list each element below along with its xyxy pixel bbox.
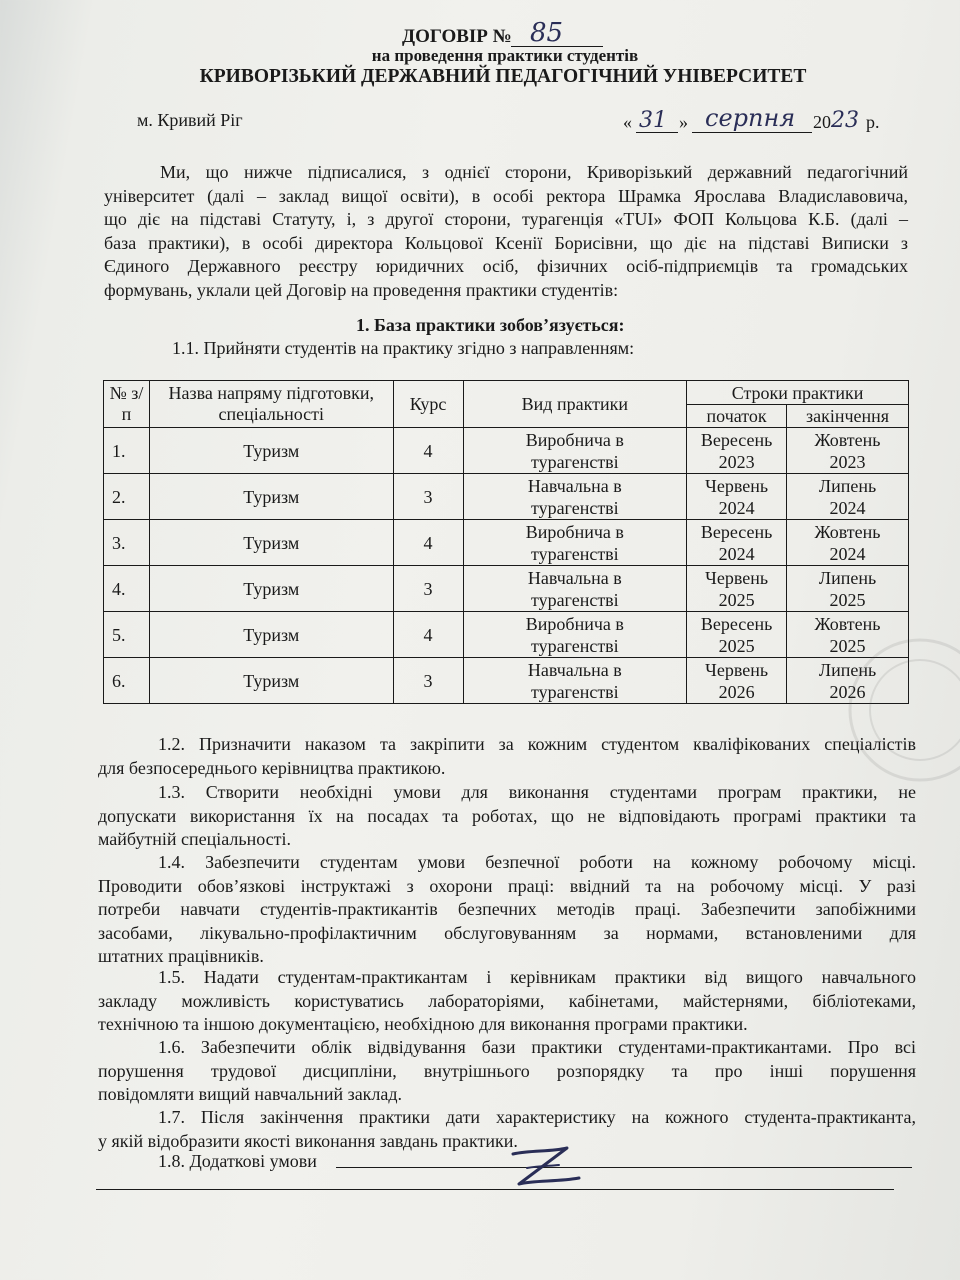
item-line: 1.6. Забезпечити облік відвідування бази практики студентами-практикантами. Про всі (158, 1037, 916, 1057)
row-course: 4 (393, 520, 463, 566)
row-end-a: Липень (818, 567, 877, 588)
date-year-unit: р. (866, 112, 880, 132)
row-num: 6. (104, 658, 150, 704)
item-line: для безпосереднього керівництва практикою. (98, 757, 446, 778)
header-course: Курс (393, 381, 463, 428)
row-start-b: 2023 (718, 451, 755, 472)
section-1-heading: 1. База практики зобов’язується: (356, 315, 625, 335)
contract-title (402, 26, 512, 48)
month-underline (692, 132, 812, 133)
row-course: 4 (393, 428, 463, 474)
item-1-1: 1.1. Прийняти студентів на практику згідно з направленням: (172, 338, 635, 358)
row-end-b: 2026 (829, 681, 866, 702)
item-1-2 (98, 733, 916, 780)
item-line: потреби навчати студентів-практикантів безпечних методів праці. Забезпечити запобіжними (98, 899, 916, 919)
row-kind-a: Навчальна в (527, 567, 622, 588)
row-start (687, 658, 787, 704)
row-end-b: 2025 (829, 635, 866, 656)
row-kind-a: Виробнича в (525, 429, 624, 450)
row-kind (463, 520, 687, 566)
city: м. Кривий Ріг (137, 110, 243, 130)
item-line: Проводити обов’язкові інструктажі з охорони праці: ввідний та на робочому місці. У разі (98, 875, 916, 896)
table-row (104, 658, 909, 704)
table-row (104, 566, 909, 612)
row-num: 3. (104, 520, 150, 566)
additional-terms-line-1 (336, 1167, 912, 1168)
row-course: 3 (393, 566, 463, 612)
row-course: 3 (393, 658, 463, 704)
row-start-b: 2024 (718, 497, 755, 518)
row-kind-a: Виробнича в (525, 521, 624, 542)
item-line: 1.2. Призначити наказом та закріпити за кожним студентом кваліфікованих спеціалістів (158, 734, 916, 754)
item-1-6 (98, 1036, 916, 1107)
date-quote-close: » (679, 112, 688, 132)
row-start-b: 2025 (718, 589, 755, 610)
row-num: 4. (104, 566, 150, 612)
row-start-a: Вересень (700, 521, 773, 542)
row-specialty: Туризм (149, 612, 393, 658)
row-kind (463, 474, 687, 520)
header-start: початок (687, 405, 787, 428)
row-start-a: Вересень (700, 613, 773, 634)
row-end-a: Липень (818, 475, 877, 496)
row-kind-b: турагенстві (530, 451, 619, 472)
item-1-8: 1.8. Додаткові умови (158, 1151, 317, 1171)
row-kind-a: Навчальна в (527, 659, 622, 680)
item-line: 1.3. Створити необхідні умови для виконання студентами програм практики, не (158, 782, 916, 802)
row-end (787, 520, 909, 566)
item-line: засобами, лікувально-профілактичним обслуговуванням за нормами, встановленими для (98, 922, 916, 943)
item-line: штатних працівників. (98, 946, 264, 966)
row-kind-a: Виробнича в (525, 613, 624, 634)
item-1-4 (98, 851, 916, 969)
row-specialty: Туризм (149, 658, 393, 704)
row-kind (463, 566, 687, 612)
row-end-b: 2025 (829, 589, 866, 610)
contract-subtitle: на проведення практики студентів (371, 46, 639, 65)
row-specialty: Туризм (149, 474, 393, 520)
row-course: 3 (393, 474, 463, 520)
row-kind-b: турагенстві (530, 497, 619, 518)
date-day: 31 (639, 108, 667, 133)
item-line: порушення трудової дисципліни, внутрішнього розпорядку та про інші порушення (98, 1060, 916, 1081)
intro-line: формувань, уклали цей Договір на проведення практики студентів: (104, 279, 619, 300)
header-terms: Строки практики (687, 381, 909, 405)
item-line: 1.7. Після закінчення практики дати характеристику на кожного студента-практиканта, (158, 1107, 916, 1127)
row-end (787, 428, 909, 474)
contract-number: 85 (530, 18, 564, 48)
row-start (687, 520, 787, 566)
row-end-a: Жовтень (814, 521, 881, 542)
contract-title-prefix: ДОГОВІР № (402, 26, 512, 47)
row-kind (463, 658, 687, 704)
row-specialty: Туризм (149, 520, 393, 566)
row-end-b: 2023 (829, 451, 866, 472)
row-kind-b: турагенстві (530, 589, 619, 610)
row-kind-a: Навчальна в (527, 475, 622, 496)
item-line: 1.4. Забезпечити студентам умови безпечної роботи на кожному робочому місці. (158, 852, 916, 872)
row-start (687, 474, 787, 520)
row-end-b: 2024 (829, 543, 866, 564)
practice-schedule-table (103, 380, 909, 704)
row-kind-b: турагенстві (530, 635, 619, 656)
table-row (104, 612, 909, 658)
item-1-3 (98, 781, 916, 852)
date-quote-open: « (623, 112, 632, 132)
header-specialty: Назва напряму підготовки, спеціальності (149, 381, 393, 428)
item-line: технічною та іншою документацією, необхідною для виконання програми практики. (98, 1014, 748, 1034)
row-end (787, 474, 909, 520)
row-start-b: 2025 (718, 635, 755, 656)
additional-terms-line-2 (96, 1189, 894, 1190)
row-end (787, 566, 909, 612)
row-start-b: 2024 (718, 543, 755, 564)
date-year-prefix: 20 (813, 112, 831, 132)
header-kind: Вид практики (463, 381, 687, 428)
item-line: допускати використання їх на посадах та роботах, що не відповідають програмі практики та (98, 805, 916, 826)
item-line: майбутній спеціальності. (98, 829, 292, 849)
university-name: КРИВОРІЗЬКИЙ ДЕРЖАВНИЙ ПЕДАГОГІЧНИЙ УНІВЕРСИТЕТ (199, 66, 807, 87)
row-num: 2. (104, 474, 150, 520)
row-specialty: Туризм (149, 566, 393, 612)
intro-line: університет (далі – заклад вищої освіти), в особі ректора Шрамка Ярослава Владиславовича, (104, 185, 908, 206)
row-num: 5. (104, 612, 150, 658)
stamp-bleed-through (800, 630, 960, 790)
row-course: 4 (393, 612, 463, 658)
intro-line: Ми, що нижче підписалися, з однієї сторони, Криворізький державний педагогічний (160, 162, 908, 182)
item-line: закладу можливість користуватись лабораторіями, кабінетами, майстернями, бібліотеками, (98, 990, 916, 1011)
row-end-a: Жовтень (814, 429, 881, 450)
item-line: 1.5. Надати студентам-практикантам і керівникам практики від вищого навчального (158, 967, 916, 987)
row-kind-b: турагенстві (530, 681, 619, 702)
table-row (104, 520, 909, 566)
row-kind-b: турагенстві (530, 543, 619, 564)
table-row (104, 428, 909, 474)
row-start-a: Вересень (700, 429, 773, 450)
intro-line: Єдиного Державного реєстру юридичних осіб, фізичних осіб-підприємців та громадських (104, 256, 908, 276)
row-start-a: Червень (705, 475, 769, 496)
intro-paragraph (104, 161, 908, 302)
table-row (104, 474, 909, 520)
row-num: 1. (104, 428, 150, 474)
z-strike-mark (505, 1146, 585, 1194)
row-end-a: Липень (818, 659, 877, 680)
row-kind (463, 612, 687, 658)
header-num: № з/п (104, 381, 150, 428)
item-line: у якій відобразити якості виконання завдань практики. (98, 1130, 518, 1151)
item-line: повідомляти вищий навчальний заклад. (98, 1084, 403, 1104)
row-start-a: Червень (705, 567, 769, 588)
row-specialty: Туризм (149, 428, 393, 474)
row-start (687, 612, 787, 658)
row-end-a: Жовтень (814, 613, 881, 634)
date-year-suffix: 23 (831, 108, 859, 133)
row-start (687, 566, 787, 612)
row-kind (463, 428, 687, 474)
row-start-b: 2026 (718, 681, 755, 702)
header-end: закінчення (787, 405, 909, 428)
date-month: серпня (705, 104, 796, 132)
row-start (687, 428, 787, 474)
intro-line: що діє на підставі Статуту, і, з другої сторони, турагенція «TUI» ФОП Кольцова К.Б. (далі – (104, 209, 908, 229)
row-start-a: Червень (705, 659, 769, 680)
item-1-5 (98, 966, 916, 1037)
row-end-b: 2024 (829, 497, 866, 518)
intro-line: база практики), в особі директора Кольцової Ксенії Борисівни, що діє на підставі Виписки з (104, 232, 908, 253)
